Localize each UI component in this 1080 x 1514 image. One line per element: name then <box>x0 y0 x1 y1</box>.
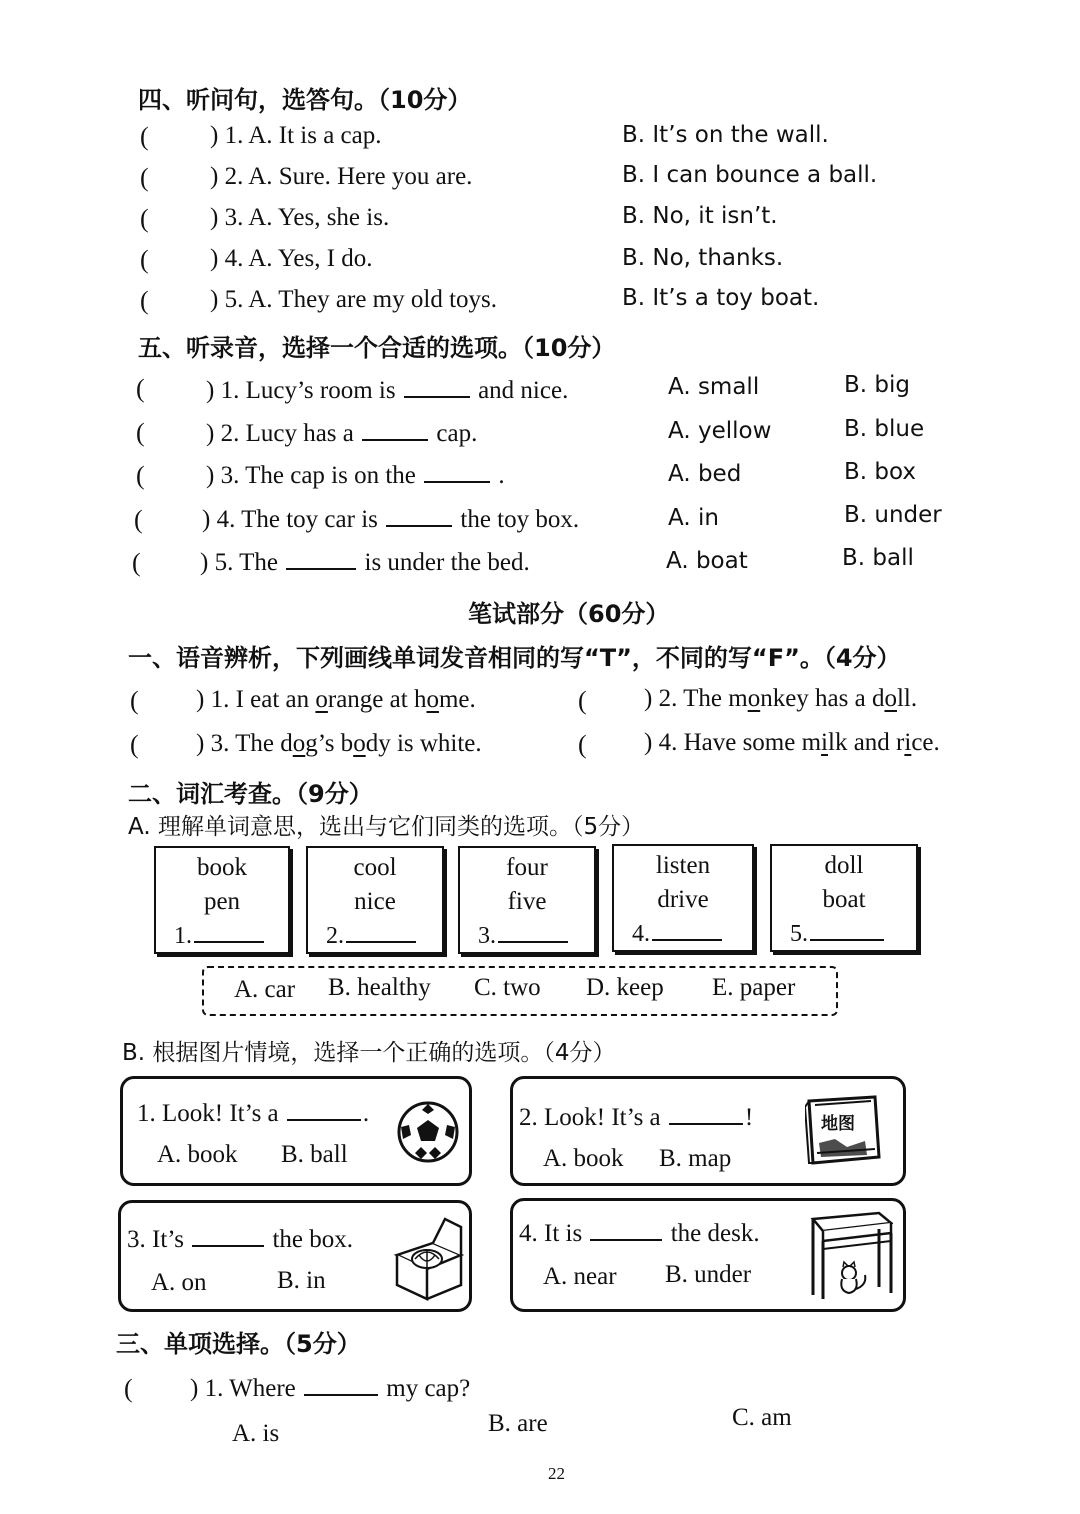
choice-option-b: B. are <box>488 1410 548 1437</box>
question-option-a: ) 4. A. Yes, I do. <box>210 245 373 272</box>
option-a: A. on <box>151 1269 207 1296</box>
word-option: D. keep <box>586 974 664 1001</box>
word-option: E. paper <box>712 974 796 1001</box>
question-option-b: B. No, it isn’t. <box>622 203 778 229</box>
answer-paren[interactable]: ( <box>136 461 145 490</box>
answer-blank[interactable] <box>669 1101 743 1125</box>
phonics-question-3: ) 3. The dog’s body is white. <box>196 730 482 757</box>
word-box-4: listen drive 4. <box>612 844 754 952</box>
answer-blank[interactable] <box>304 1372 378 1396</box>
choice-option-c: C. am <box>732 1404 792 1431</box>
answer-blank[interactable] <box>810 917 884 941</box>
single-choice-title: 三、单项选择。（5分） <box>116 1330 361 1358</box>
question-option-a: ) 3. A. Yes, she is. <box>210 204 390 231</box>
option-b: B. ball <box>842 545 914 571</box>
option-a: A. yellow <box>668 418 772 444</box>
phonics-question-2: ) 2. The monkey has a doll. <box>644 685 918 712</box>
answer-paren[interactable]: ( <box>140 286 149 315</box>
answer-blank[interactable] <box>498 919 568 943</box>
word-box-3: four five 3. <box>458 846 596 954</box>
answer-paren[interactable]: ( <box>136 374 145 403</box>
written-part-title: 笔试部分（60分） <box>468 600 670 628</box>
option-b: B. in <box>277 1267 326 1294</box>
question-option-b: B. It’s on the wall. <box>622 122 829 148</box>
answer-blank[interactable] <box>192 1223 264 1247</box>
answer-number: 1. <box>174 919 266 950</box>
answer-blank[interactable] <box>386 503 452 527</box>
vocab-part-a-title: A. 理解单词意思，选出与它们同类的选项。（5分） <box>128 814 645 840</box>
option-a: A. book <box>157 1141 238 1168</box>
word-box-1: book pen 1. <box>154 846 290 954</box>
answer-paren[interactable]: ( <box>130 686 139 715</box>
fill-question: ) 5. The is under the bed. <box>200 546 530 577</box>
word-option: A. car <box>234 976 296 1003</box>
fill-question: ) 4. The toy car is the toy box. <box>202 503 579 534</box>
option-a: A. in <box>668 505 719 531</box>
vocab-part-b-title: B. 根据图片情境，选择一个正确的选项。（4分） <box>122 1040 616 1066</box>
picture-question-2: 2. Look! It’s a ! A. book B. map 地图 <box>510 1076 906 1186</box>
answer-paren[interactable]: ( <box>140 163 149 192</box>
phonics-question-1: ) 1. I eat an orange at home. <box>196 686 476 713</box>
option-a: A. boat <box>666 548 748 574</box>
fill-question: ) 1. Lucy’s room is and nice. <box>206 374 568 405</box>
answer-blank[interactable] <box>286 546 356 570</box>
question-option-a: ) 5. A. They are my old toys. <box>210 286 497 313</box>
picture-question-3: 3. It’s the box. A. on B. in <box>118 1200 472 1312</box>
word-options-box <box>202 966 838 1016</box>
fill-question: ) 3. The cap is on the . <box>206 459 505 490</box>
desk-with-cat-icon <box>809 1209 893 1301</box>
answer-blank[interactable] <box>194 919 264 943</box>
answer-blank[interactable] <box>346 919 416 943</box>
picture-question-1: 1. Look! It’s a . A. book B. ball <box>120 1076 472 1186</box>
vocab-section-title: 二、词汇考查。（9分） <box>128 780 373 808</box>
answer-paren[interactable]: ( <box>130 730 139 759</box>
answer-paren[interactable]: ( <box>134 505 143 534</box>
page-number: 22 <box>548 1464 565 1483</box>
question-option-b: B. It’s a toy boat. <box>622 285 820 311</box>
soccer-ball-icon <box>397 1101 459 1163</box>
answer-paren[interactable]: ( <box>124 1374 133 1403</box>
section4-title: 四、听问句，选答句。（10分） <box>138 86 472 114</box>
answer-blank[interactable] <box>362 417 428 441</box>
word-box-5: doll boat 5. <box>770 844 918 952</box>
answer-blank[interactable] <box>287 1097 361 1121</box>
picture-question-4: 4. It is the desk. A. near B. under <box>510 1198 906 1312</box>
option-a: A. book <box>543 1145 624 1172</box>
option-a: A. near <box>543 1263 617 1290</box>
word-box-2: cool nice 2. <box>306 846 444 954</box>
question-option-a: ) 2. A. Sure. Here you are. <box>210 163 473 190</box>
option-b: B. big <box>844 372 910 398</box>
phonics-question-4: ) 4. Have some milk and rice. <box>644 729 940 756</box>
option-b: B. under <box>665 1261 752 1288</box>
choice-question-1: ) 1. Where my cap? <box>190 1372 470 1403</box>
word-option: C. two <box>474 974 541 1001</box>
answer-paren[interactable]: ( <box>140 245 149 274</box>
map-icon: 地图 <box>805 1095 883 1167</box>
choice-option-a: A. is <box>232 1420 280 1447</box>
fill-question: ) 2. Lucy has a cap. <box>206 417 477 448</box>
answer-paren[interactable]: ( <box>140 122 149 151</box>
question-option-a: ) 1. A. It is a cap. <box>210 122 382 149</box>
answer-number: 4. <box>632 917 724 948</box>
answer-number: 3. <box>478 919 570 950</box>
option-b: B. map <box>659 1145 732 1172</box>
answer-paren[interactable]: ( <box>132 548 141 577</box>
answer-paren[interactable]: ( <box>578 730 587 759</box>
answer-paren[interactable]: ( <box>140 204 149 233</box>
answer-paren[interactable]: ( <box>136 418 145 447</box>
option-b: B. under <box>844 502 942 528</box>
answer-number: 5. <box>790 917 886 948</box>
section5-title: 五、听录音，选择一个合适的选项。（10分） <box>138 334 616 362</box>
question-option-b: B. No, thanks. <box>622 245 784 271</box>
option-a: A. small <box>668 374 760 400</box>
answer-paren[interactable]: ( <box>578 686 587 715</box>
box-with-ball-icon <box>393 1215 465 1301</box>
answer-number: 2. <box>326 919 418 950</box>
option-b: B. blue <box>844 416 925 442</box>
phonics-section-title: 一、语音辨析，下列画线单词发音相同的写“T”，不同的写“F”。（4分） <box>128 644 901 672</box>
option-a: A. bed <box>668 461 742 487</box>
question-option-b: B. I can bounce a ball. <box>622 162 878 188</box>
word-option: B. healthy <box>328 974 431 1001</box>
answer-blank[interactable] <box>424 459 490 483</box>
option-b: B. box <box>844 459 916 485</box>
answer-blank[interactable] <box>590 1217 662 1241</box>
answer-blank[interactable] <box>652 917 722 941</box>
answer-blank[interactable] <box>404 374 470 398</box>
option-b: B. ball <box>281 1141 348 1168</box>
